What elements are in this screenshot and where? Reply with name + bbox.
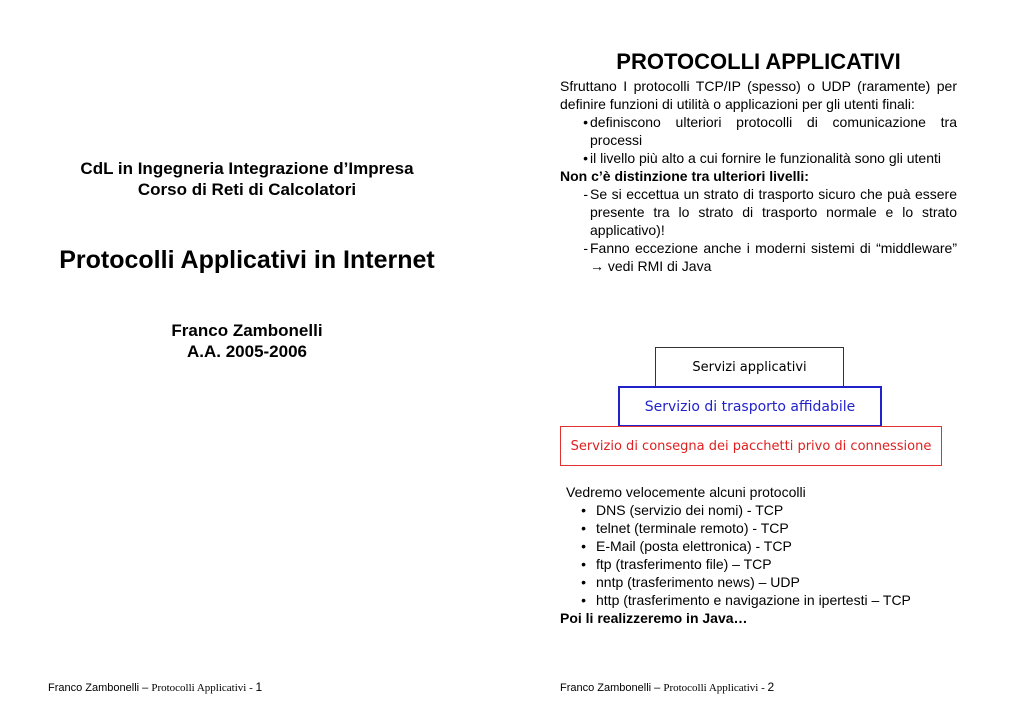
slide-title: PROTOCOLLI APPLICATIVI xyxy=(616,49,901,74)
dash-text: Fanno eccezione anche i moderni sistemi di “middleware” → vedi RMI di Java xyxy=(590,240,957,274)
bullet-item xyxy=(560,149,957,167)
diagram-box-transport: Servizio di trasporto affidabile xyxy=(618,386,882,427)
protocol-item xyxy=(560,573,957,591)
dash-icon: - xyxy=(583,240,588,256)
bullet-icon: • xyxy=(583,114,588,130)
protocol-item xyxy=(560,537,957,555)
bullet-icon: • xyxy=(581,556,586,572)
closing-text: Poi li realizzeremo in Java… xyxy=(560,610,748,626)
course-info xyxy=(0,158,494,200)
footer-author: Franco Zambonelli – xyxy=(560,682,664,694)
course-line-2: Corso di Reti di Calcolatori xyxy=(137,180,357,199)
academic-year: A.A. 2005-2006 xyxy=(186,342,308,361)
protocol-text: telnet (terminale remoto) - TCP xyxy=(596,520,789,536)
protocols-section xyxy=(560,483,957,627)
dash-icon: - xyxy=(583,186,588,202)
protocols-intro: Vedremo velocemente alcuni protocolli xyxy=(566,484,806,500)
bullet-text: il livello più alto a cui fornire le funzionalità sono gli utenti xyxy=(590,150,941,166)
bullet-icon: • xyxy=(583,150,588,166)
protocol-text: http (trasferimento e navigazione in ipertesti – TCP xyxy=(596,592,911,608)
diagram-box-delivery: Servizio di consegna dei pacchetti privo di connessione xyxy=(560,426,942,466)
footer-author: Franco Zambonelli – xyxy=(48,682,152,694)
protocol-item xyxy=(560,591,957,609)
document-title: Protocolli Applicativi in Internet xyxy=(59,246,435,274)
protocol-text: E-Mail (posta elettronica) - TCP xyxy=(596,538,792,554)
protocol-item xyxy=(560,555,957,573)
distinction-heading: Non c’è distinzione tra ulteriori livelli: xyxy=(560,168,809,184)
bullet-icon: • xyxy=(581,538,586,554)
bullet-icon: • xyxy=(581,574,586,590)
footer-doc: Protocolli Applicativi - xyxy=(151,682,256,694)
protocol-text: DNS (servizio dei nomi) - TCP xyxy=(596,502,784,518)
course-line-1: CdL in Ingegneria Integrazione d’Impresa xyxy=(80,159,414,178)
footer-doc: Protocolli Applicativi - xyxy=(663,682,768,694)
dash-item xyxy=(560,239,957,275)
bullet-icon: • xyxy=(581,502,586,518)
bullet-item xyxy=(560,113,957,149)
bullet-icon: • xyxy=(581,520,586,536)
dash-text: Se si eccettua un strato di trasporto sicuro che puà essere presente tra lo strato di trasporto normale e lo strato applicativo)! xyxy=(590,186,957,238)
bullet-icon: • xyxy=(581,592,586,608)
protocol-item xyxy=(560,501,957,519)
footer-left xyxy=(48,680,262,695)
dash-item xyxy=(560,185,957,239)
protocol-text: nntp (trasferimento news) – UDP xyxy=(596,574,800,590)
slide-body xyxy=(560,77,957,275)
intro-text: Sfruttano I protocolli TCP/IP (spesso) o UDP (raramente) per definire funzioni di utilità o applicazioni per gli utenti finali: xyxy=(560,78,957,112)
bullet-text: definiscono ulteriori protocolli di comunicazione tra processi xyxy=(590,114,957,148)
diagram-box-application: Servizi applicativi xyxy=(655,347,844,387)
footer-right xyxy=(560,680,774,695)
author-name: Franco Zambonelli xyxy=(171,321,323,340)
author-block xyxy=(0,320,494,362)
page-number: 2 xyxy=(767,680,775,694)
protocol-text: ftp (trasferimento file) – TCP xyxy=(596,556,772,572)
page-number: 1 xyxy=(255,680,263,694)
protocol-item xyxy=(560,519,957,537)
right-page xyxy=(512,0,1024,724)
